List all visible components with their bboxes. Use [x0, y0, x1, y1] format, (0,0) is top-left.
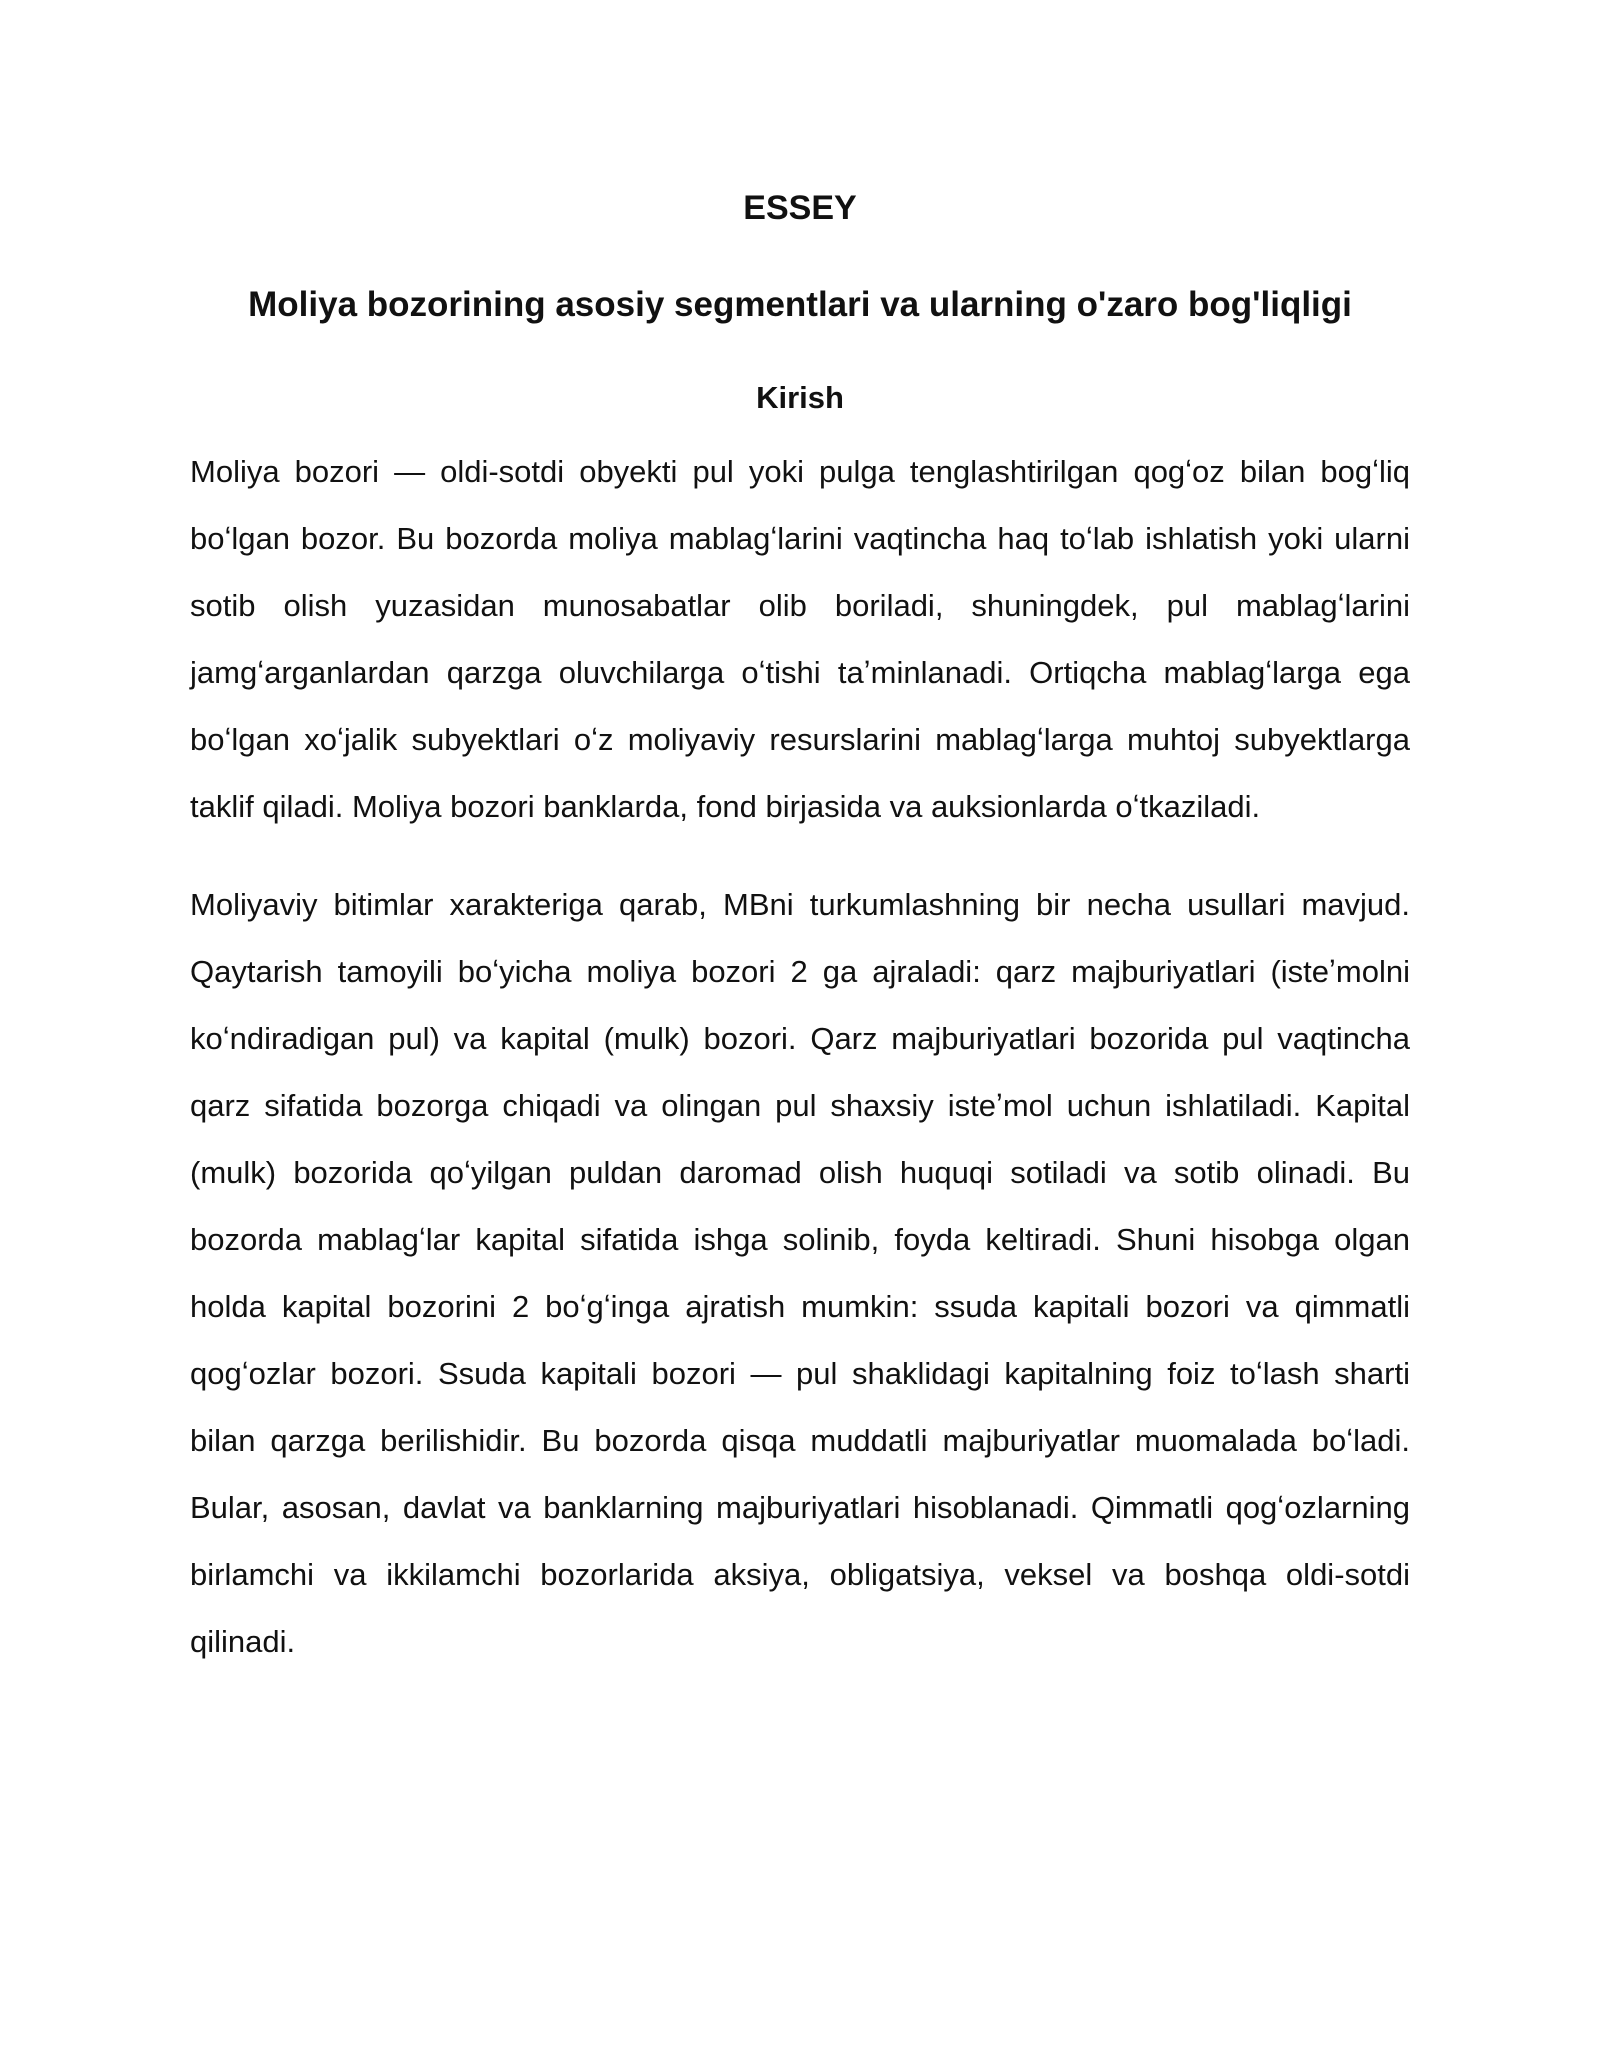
- document-title: ESSEY: [743, 189, 857, 227]
- document-body: [190, 186, 1410, 1675]
- paragraph-1: Moliya bozori — oldi-sotdi obyekti pul yoki pulga tenglashtirilgan qogʻoz bilan bogʻliq boʻlgan bozor. Bu bozorda moliya mablagʻlarini vaqtincha haq toʻlab ishlatish yoki ularni sotib olish yuzasidan munosabatlar olib boriladi, shuningdek, pul mablagʻlarini jamgʻarganlardan qarzga oluvchilarga oʻtishi taʼminlanadi. Ortiqcha mablagʻlarga ega boʻlgan xoʻjalik subyektlari oʻz moliyaviy resurslarini mablagʻlarga muhtoj subyektlarga taklif qiladi. Moliya bozori banklarda, fond birjasida va auksionlarda oʻtkaziladi.: [190, 454, 1410, 824]
- document-subtitle: Moliya bozorining asosiy segmentlari va ularning o'zaro bog'liqligi: [248, 285, 1352, 324]
- section-heading: Kirish: [756, 380, 844, 415]
- paragraph-2: Moliyaviy bitimlar xarakteriga qarab, MBni turkumlashning bir necha usullari mavjud. Qaytarish tamoyili boʻyicha moliya bozori 2 ga ajraladi: qarz majburiyatlari (isteʼmolni koʻndiradigan pul) va kapital (mulk) bozori. Qarz majburiyatlari bozorida pul vaqtincha qarz sifatida bozorga chiqadi va olingan pul shaxsiy isteʼmol uchun ishlatiladi. Kapital (mulk) bozorida qoʻyilgan puldan daromad olish huquqi sotiladi va sotib olinadi. Bu bozorda mablagʻlar kapital sifatida ishga solinib, foyda keltiradi. Shuni hisobga olgan holda kapital bozorini 2 boʻgʻinga ajratish mumkin: ssuda kapitali bozori va qimmatli qogʻozlar bozori. Ssuda kapitali bozori — pul shaklidagi kapitalning foiz toʻlash sharti bilan qarzga berilishidir. Bu bozorda qisqa muddatli majburiyatlar muomalada boʻladi. Bular, asosan, davlat va banklarning majburiyatlari hisoblanadi. Qimmatli qogʻozlarning birlamchi va ikkilamchi bozorlarida aksiya, obligatsiya, veksel va boshqa oldi-sotdi qilinadi.: [190, 887, 1410, 1659]
